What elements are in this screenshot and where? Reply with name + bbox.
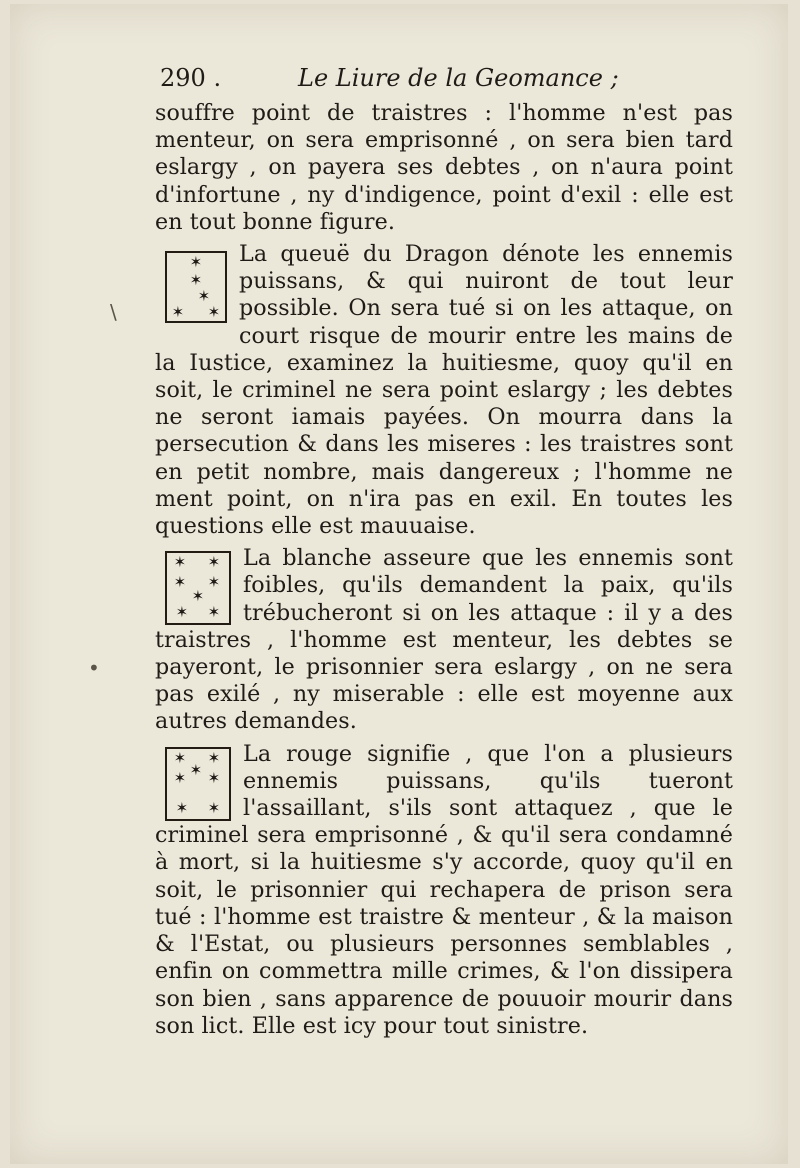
star-mark: ✶ — [207, 798, 221, 817]
star-mark: ✶ — [189, 760, 203, 779]
star-mark: ✶ — [189, 253, 203, 272]
geomancy-figure-albus — [165, 551, 231, 625]
paragraph-dragon-tail: La queuë du Dragon dénote les ennemis puissans, & qui nuiront de tout leur possible. On sera tué si on les attaque, on court risque de mourir entre les mains de la Iustice, examinez la huitiesme, quoy qu'il en soit, le criminel ne sera point eslargy ; les debtes ne seront iamais payées. On mourra dans la persecution & dans les miseres : les traistres sont en petit nombre, mais dangereux ; l'homme ne ment point, on n'ira pas en exil. En toutes les questions elle est mauuaise. — [155, 241, 733, 540]
star-mark: ✶ — [207, 748, 221, 767]
star-mark: ✶ — [207, 573, 221, 592]
star-mark: ✶ — [175, 798, 189, 817]
star-mark: ✶ — [189, 271, 203, 290]
star-mark: ✶ — [173, 553, 187, 572]
page-number: 290 . — [160, 64, 222, 92]
star-mark: ✶ — [175, 603, 189, 622]
running-title: Le Liure de la Geomance ; — [298, 64, 619, 92]
star-mark: ✶ — [173, 768, 187, 787]
margin-dot: • — [88, 656, 100, 680]
paragraph-continuation: souffre point de traistres : l'homme n'est pas menteur, on sera emprisonné , on sera bien tard eslargy , on payera ses debtes , on n'aura point d'infortune , ny d'indigence, point d'exil : elle est en tout bonne figure. — [155, 100, 733, 235]
star-mark: ✶ — [207, 768, 221, 787]
star-mark: ✶ — [207, 603, 221, 622]
star-mark: ✶ — [173, 748, 187, 767]
book-page — [10, 4, 788, 1164]
page-header — [160, 64, 640, 100]
margin-mark: \ — [110, 300, 117, 324]
star-mark: ✶ — [197, 287, 211, 306]
star-mark: ✶ — [191, 587, 205, 606]
star-mark: ✶ — [173, 573, 187, 592]
paragraph-white: La blanche asseure que les ennemis sont foibles, qu'ils demandent la paix, qu'ils trébucheront si on les attaque : il y a des traistres , l'homme est menteur, les debtes se payeront, le prisonnier sera eslargy , on ne sera pas exilé , ny miserable : elle est moyenne aux autres demandes. — [155, 545, 733, 735]
geomancy-figure-cauda-draconis — [165, 251, 227, 323]
geomancy-figure-rubeus — [165, 747, 231, 821]
star-mark: ✶ — [207, 303, 221, 322]
body-text — [155, 100, 733, 1040]
star-mark: ✶ — [207, 553, 221, 572]
star-mark: ✶ — [171, 303, 185, 322]
paragraph-red: La rouge signifie , que l'on a plusieurs ennemis puissans, qu'ils tueront l'assaillant, s'ils sont attaquez , que le criminel sera emprisonné , & qu'il sera condamné à mort, si la huitiesme s'y accorde, quoy qu'il en soit, le prisonnier qui rechapera de prison sera tué : l'homme est traistre & menteur , & la maison & l'Estat, ou plusieurs personnes semblables , enfin on commettra mille crimes, & l'on dissipera son bien , sans apparence de pouuoir mourir dans son lict. Elle est icy pour tout sinistre. — [155, 740, 733, 1039]
